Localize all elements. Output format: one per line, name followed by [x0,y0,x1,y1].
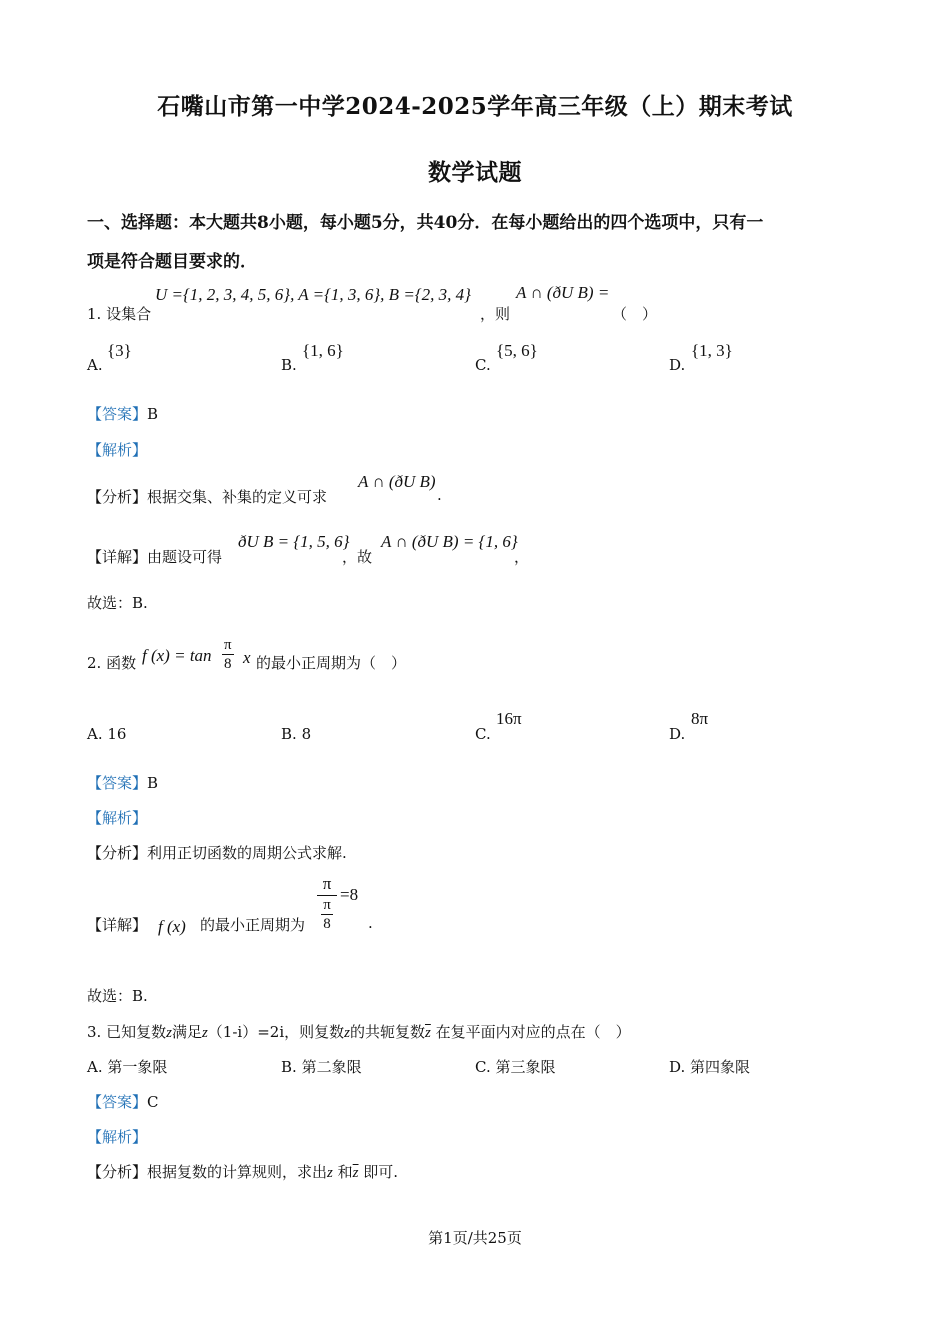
q3-answer-line [87,1091,159,1112]
q2-fenxi-text: 利用正切函数的周期公式求解. [147,844,347,862]
page-number: 第1页/共25页 [428,1229,522,1247]
answer-tag: 【答案】 [87,1093,148,1111]
q1-opt-b: {1, 6} [302,341,344,360]
q1-fenxi-math: A ∩ (ðU B) [358,472,436,491]
q2-choose: 故选：B. [87,987,148,1005]
q1-detail-math1: ðU B = {1, 5, 6} [238,532,350,551]
q2-detail-text: 的最小正周期为 [200,916,306,934]
q3-stem-d: 的共轭复数 [349,1023,425,1041]
page-subtitle: 数学试题 [428,159,522,186]
q2-detail-num: π [317,873,337,896]
q1-answer: B [147,405,159,423]
q3-zbar: $\overline{z}$ [424,1025,431,1041]
q1-expr: A ∩ (ðU B) = [516,283,610,302]
q2-detail-end: . [368,914,373,932]
q3-z3: z [344,1025,350,1041]
q3-opt-a-label: A. [87,1058,103,1076]
q3-stem-e: 在复平面内对应的点在（ ） [435,1023,631,1041]
q1-prefix: 1. 设集合 [87,305,152,323]
q3-opt-a [87,1056,167,1077]
fenxi-tag: 【分析】 [87,844,148,862]
q1-opt-a-label: A. [87,356,103,374]
q1-opt-c: {5, 6} [496,341,538,360]
q3-stem [87,1021,631,1042]
q2-opt-b-text: 8 [301,725,312,743]
q3-z2: z [201,1025,208,1041]
q1-fenxi-line [87,486,327,507]
q1-answer-line [87,403,158,424]
q1-opt-c-label: C. [475,356,491,374]
q3-fenxi-z: z [327,1165,333,1181]
q1-detail-end: ， [514,548,530,566]
q2-prefix: 2. 函数 [87,654,137,672]
q3-opt-c [475,1056,556,1077]
q3-z1: z [166,1025,172,1041]
q1-detail-mid: ，故 [342,548,373,566]
q3-fenxi-a: 根据复数的计算规则，求出 [147,1163,328,1181]
q1-opt-a: {3} [107,341,132,360]
q2-opt-b-label: B. [281,725,297,743]
q1-opt-d-label: D. [669,356,686,374]
q2-analysis-tag: 【解析】 [87,809,148,827]
page-title: 石嘴山市第一中学2024-2025学年高三年级（上）期末考试 [157,93,793,120]
q3-opt-d [669,1056,750,1077]
q2-opt-c: 16π [496,709,522,728]
q1-detail-text: 由题设可得 [147,548,223,566]
q1-detail-math2: A ∩ (ðU B) = {1, 6} [381,532,518,551]
section-heading-line1: 一、选择题：本大题共8小题，每小题5分，共40分．在每小题给出的四个选项中，只有一 [87,213,764,233]
q1-analysis-tag: 【解析】 [87,441,148,459]
q2-opt-a-label: A. [87,725,103,743]
q1-paren: （ ） [612,305,658,323]
xiangjie-tag: 【详解】 [87,548,148,566]
q3-opt-b-text: 第二象限 [301,1058,362,1076]
q3-answer: C [147,1093,159,1111]
q2-opt-b [281,725,311,743]
q2-detail-inner-num: π [323,897,331,913]
q2-detail-inner-den: 8 [323,916,331,932]
q2-func: f (x) = tan [142,646,212,665]
q2-opt-d-label: D. [669,725,686,743]
q3-fenxi-line [87,1161,398,1182]
q3-stem-a: 3. 已知复数 [87,1023,167,1041]
q2-answer-line [87,772,158,793]
q3-analysis-tag: 【解析】 [87,1128,148,1146]
q3-stem-c: （1-i）=2i，则复数 [207,1023,345,1041]
q1-opt-b-label: B. [281,356,297,374]
q3-opt-a-text: 第一象限 [107,1058,168,1076]
q3-stem-b: 满足 [171,1023,202,1041]
q3-opt-b [281,1056,362,1077]
q2-opt-c-label: C. [475,725,491,743]
q2-detail-tag: 【详解】 [87,916,148,934]
q2-opt-a-text: 16 [107,725,127,743]
q2-frac-num: π [224,637,232,653]
q3-opt-b-label: B. [281,1058,297,1076]
answer-tag: 【答案】 [87,774,148,792]
q1-choose: 故选：B. [87,594,148,612]
q2-detail-eq: =8 [340,885,359,904]
q3-opt-c-text: 第三象限 [495,1058,556,1076]
q2-detail-fraction [317,873,337,933]
q1-detail-line [87,546,222,567]
q2-detail-func: f (x) [158,917,186,936]
q2-fraction [222,636,234,673]
fenxi-tag: 【分析】 [87,488,148,506]
q2-var: x [243,648,251,667]
q2-fenxi-line [87,842,347,863]
q3-opt-d-text: 第四象限 [690,1058,751,1076]
q2-frac-den: 8 [224,656,232,672]
answer-tag: 【答案】 [87,405,148,423]
q1-fenxi-end: . [437,486,442,504]
q2-answer: B [147,774,159,792]
q1-then: ，则 [480,305,511,323]
q2-suffix: 的最小正周期为（ ） [256,654,407,672]
q2-detail-inner-frac [317,896,337,933]
q2-opt-d: 8π [691,709,709,728]
q1-sets: U ={1, 2, 3, 4, 5, 6}, A ={1, 3, 6}, B ={2, 3, 4} [155,285,471,304]
q1-fenxi-text: 根据交集、补集的定义可求 [147,488,328,506]
q3-fenxi-and: 和 [337,1163,353,1181]
section-heading-line2: 项是符合题目要求的． [87,252,257,272]
q2-opt-a [87,725,126,743]
q1-opt-d: {1, 3} [691,341,733,360]
q3-opt-d-label: D. [669,1058,686,1076]
q3-fenxi-zbar: $\overline{z}$ [352,1165,359,1181]
fenxi-tag: 【分析】 [87,1163,148,1181]
q3-fenxi-end: 即可. [363,1163,399,1181]
q3-opt-c-label: C. [475,1058,491,1076]
